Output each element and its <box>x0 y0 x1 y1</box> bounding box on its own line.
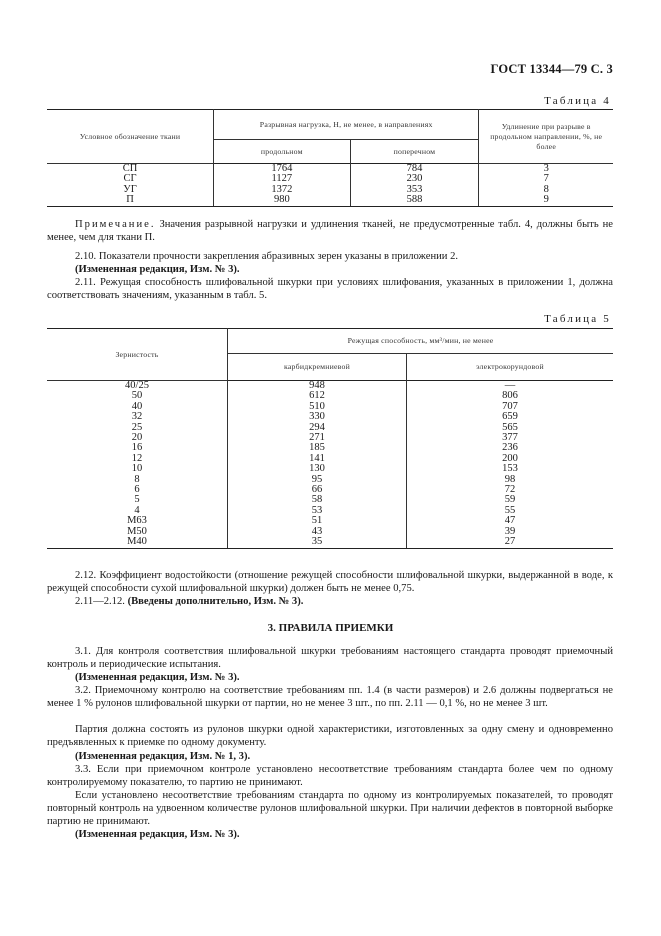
table5-cell-electrocorundum: 377 <box>502 432 518 444</box>
table5-cell-grit: 40/25 <box>47 381 228 392</box>
note-label: Примечание. <box>75 219 156 230</box>
table5-cell-grit: 32 <box>47 412 228 422</box>
table5-cell-silicon-carbide: 185 <box>228 443 407 453</box>
paragraph-2-10: 2.10. Показатели прочности закрепления абразивных зерен указаны в приложении 2. <box>75 251 459 262</box>
table5-cell-grit: 4 <box>47 506 228 516</box>
paragraph-3-1: 3.1. Для контроля соответствия шлифовальной шкурки требованиям настоящего стандарта проводят приемочный контроль и периодические испытания. <box>47 646 613 671</box>
page-header: ГОСТ 13344—79 С. 3 <box>490 62 613 76</box>
paragraph-2-11-2-12 <box>47 595 613 608</box>
amendment-note-2: (Измененная редакция, Изм. № 3). <box>75 672 240 683</box>
table4-cell-transverse: 784 <box>350 164 479 175</box>
table4 <box>47 109 613 207</box>
table5-cell-electrocorundum: 659 <box>502 411 518 423</box>
paragraph-2-11: 2.11. Режущая способность шлифовальной шкурки при условиях шлифования, указанных в приложении 1, должна соответствовать значениям, указанным в табл. 5. <box>47 277 613 302</box>
table4-cell-elongation: 9 <box>479 195 613 206</box>
table5-cell-silicon-carbide: 612 <box>228 391 407 401</box>
table5-cell-electrocorundum: 707 <box>502 400 518 412</box>
amendment-note-4: (Измененная редакция, Изм. № 3). <box>75 829 240 840</box>
paragraph-2-11-2-12-amendment: (Введены дополнительно, Изм. № 3). <box>127 596 304 607</box>
table5-cell-electrocorundum: 806 <box>502 390 518 402</box>
table5-cell-grit: 25 <box>47 423 228 433</box>
table5-caption: Таблица 5 <box>544 313 611 325</box>
table-row <box>47 464 613 474</box>
table5-cell-silicon-carbide: 35 <box>228 537 407 548</box>
table-row <box>47 537 613 548</box>
table4-cell-designation: УГ <box>47 185 214 195</box>
table4-cell-designation: СГ <box>47 174 214 184</box>
table5-cell-electrocorundum: 59 <box>504 494 516 506</box>
table5-cell-electrocorundum: 27 <box>407 537 614 548</box>
table5-cell-silicon-carbide: 95 <box>228 475 407 485</box>
section-3-title: 3. ПРАВИЛА ПРИЕМКИ <box>267 622 394 634</box>
table4-cell-elongation: 7 <box>543 173 549 185</box>
table4-cell-elongation: 3 <box>479 164 613 175</box>
table5-header-silicon-carbide: карбидкремниевой <box>228 354 407 381</box>
table5-cell-grit: 6 <box>47 485 228 495</box>
table5-cell-electrocorundum: 565 <box>502 421 518 433</box>
paragraph-3-2: 3.2. Приемочному контролю на соответствие требованиям пп. 1.4 (в части размеров) и 2.6 должны подвергаться не менее 1 % рулонов шлифовальной шкурки от партии, но не менее 3 шт., по пп. 2.11 — 0,1 %, но не менее 3 шт. <box>47 685 613 710</box>
paragraph-3-3-retest: Если установлено несоответствие требованиям стандарта по одному из контролируемых показателей, то проводят повторный контроль на удвоенном количестве рулонов шлифовальной шкурки. При наличии дефектов в повторной выборке партию не принимают. <box>47 790 613 828</box>
table5-cell-electrocorundum: 47 <box>504 515 516 527</box>
table5-cell-electrocorundum: 153 <box>502 463 518 475</box>
table5-cell-grit: 40 <box>47 402 228 412</box>
table5-header-cutting: Режущая способность, мм³/мин, не менее <box>228 329 614 354</box>
table5-cell-electrocorundum: 72 <box>504 484 516 496</box>
table5-header-grit: Зернистость <box>47 329 228 381</box>
table4-header-elongation: Удлинение при разрыве в продольном направлении, %, не более <box>479 110 613 164</box>
table5-header-electrocorundum: электрокорундовой <box>476 362 544 371</box>
table5-cell-grit: 12 <box>47 454 228 464</box>
table5-cell-electrocorundum: 55 <box>504 504 516 516</box>
table4-header-transverse: поперечном <box>350 140 479 164</box>
table4-note <box>47 218 613 244</box>
table4-cell-transverse: 353 <box>350 185 479 195</box>
table5-cell-silicon-carbide: 66 <box>228 485 407 495</box>
table5-cell-silicon-carbide: 130 <box>228 464 407 474</box>
table5-cell-grit: 20 <box>47 433 228 443</box>
amendment-note-1: (Измененная редакция, Изм. № 3). <box>75 264 240 275</box>
paragraph-2-12: 2.12. Коэффициент водостойкости (отношение режущей способности шлифовальной шкурки, выдержанной в воде, к режущей способности сухой шлифовальной шкурки) должен быть не менее 0,75. <box>47 570 613 595</box>
table4-caption: Таблица 4 <box>544 95 611 107</box>
paragraph-2-11-2-12-number: 2.11—2.12. <box>75 596 128 607</box>
table5-cell-silicon-carbide: 58 <box>228 495 407 505</box>
table4-header-longitudinal: продольном <box>214 140 351 164</box>
table4-cell-transverse: 588 <box>350 195 479 206</box>
table5-cell-grit: М40 <box>47 537 228 548</box>
table5-cell-electrocorundum: 200 <box>502 452 518 464</box>
table5 <box>47 328 613 549</box>
table5-cell-silicon-carbide: 141 <box>228 454 407 464</box>
table5-cell-electrocorundum: 236 <box>502 442 518 454</box>
table5-cell-silicon-carbide: 294 <box>228 423 407 433</box>
table5-cell-silicon-carbide: 271 <box>228 433 407 443</box>
table5-cell-electrocorundum: 39 <box>504 525 516 537</box>
table-row <box>47 195 613 206</box>
table4-cell-longitudinal: 1127 <box>214 174 351 184</box>
table4-cell-designation: П <box>47 195 214 206</box>
table5-cell-grit: 50 <box>47 391 228 401</box>
table5-cell-silicon-carbide: 948 <box>228 381 407 392</box>
table5-cell-silicon-carbide: 51 <box>228 516 407 526</box>
table-row <box>47 475 613 485</box>
table5-cell-grit: 8 <box>47 475 228 485</box>
table4-cell-elongation: 8 <box>543 183 549 195</box>
table4-cell-designation: СП <box>47 164 214 175</box>
table5-cell-silicon-carbide: 330 <box>228 412 407 422</box>
table5-cell-electrocorundum: — <box>407 381 614 392</box>
table-row <box>47 485 613 495</box>
table5-cell-silicon-carbide: 510 <box>228 402 407 412</box>
note-text: Значения разрывной нагрузки и удлинения тканей, не предусмотренные табл. 4, должны быть не менее, чем для ткани П. <box>47 219 613 244</box>
paragraph-3-3: 3.3. Если при приемочном контроле установлено несоответствие требованиям стандарта более чем по одному контролируемому показателю, то партию не принимают. <box>47 764 613 789</box>
table-row <box>47 495 613 505</box>
table4-cell-longitudinal: 1764 <box>214 164 351 175</box>
table5-cell-grit: 5 <box>47 495 228 505</box>
table5-cell-grit: М50 <box>47 527 228 537</box>
table4-cell-longitudinal: 1372 <box>214 185 351 195</box>
table5-cell-grit: М63 <box>47 516 228 526</box>
table5-cell-silicon-carbide: 53 <box>228 506 407 516</box>
amendment-note-3: (Измененная редакция, Изм. № 1, 3). <box>75 751 251 762</box>
table5-cell-grit: 16 <box>47 443 228 453</box>
paragraph-3-2-party: Партия должна состоять из рулонов шкурки одной характеристики, изготовленных за одну смену и одновременно предъявленных к приемке по одному документу. <box>47 724 613 749</box>
table4-header-designation: Условное обозначение ткани <box>47 110 214 164</box>
table4-header-load: Разрывная нагрузка, Н, не менее, в направлениях <box>214 110 479 140</box>
table5-cell-silicon-carbide: 43 <box>228 527 407 537</box>
table5-cell-grit: 10 <box>47 464 228 474</box>
table4-cell-longitudinal: 980 <box>214 195 351 206</box>
table5-cell-electrocorundum: 98 <box>504 473 516 485</box>
table4-cell-transverse: 230 <box>350 174 479 184</box>
